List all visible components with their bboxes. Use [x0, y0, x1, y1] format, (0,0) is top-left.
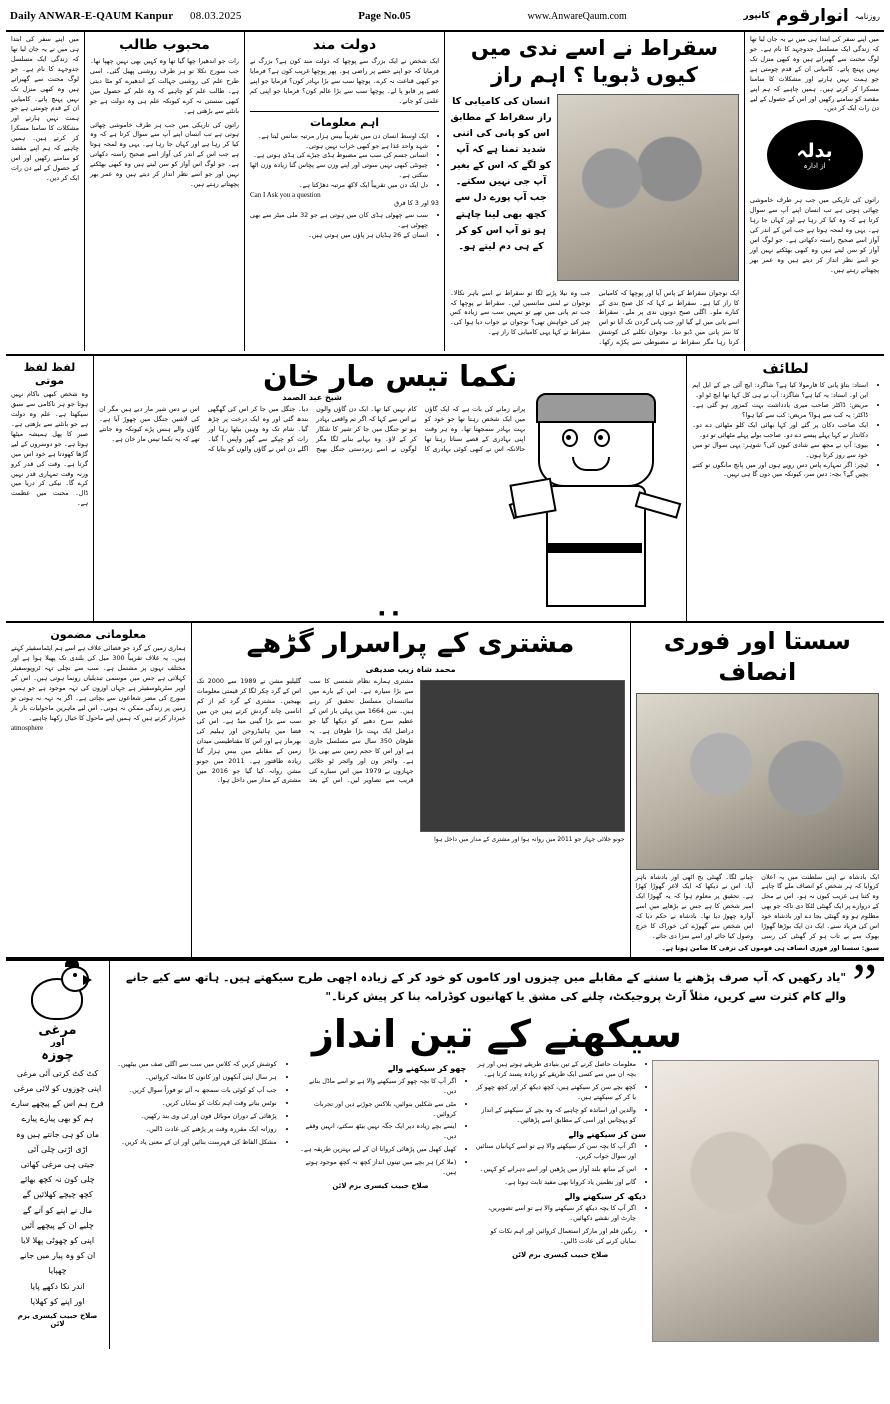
side-strip-text: میں اپنے سفر کی ابتدا ہی میں نے یہ جان لیا تھا کہ زندگی ایک مسلسل جدوجہد کا نام ہے۔ جو لوگ محنت سے گھبراتے ہیں وہ کبھی منزل تک نہیں پہنچ پاتے۔ کامیابی ان کے قدم چومتی ہے جو ہمت نہیں ہارتے اور مشکلات کا سامنا مسکرا کر کرتے ہیں۔ ہمیں چاہیے کہ ہم اپنے مقصد کو سامنے رکھیں اور اس کے حصول کے لیے دن رات ایک کر دیں۔ [11, 35, 79, 182]
lafz-headline: لفظ لفظ موتی [23, 361, 76, 388]
badla-title: بدلہ [796, 140, 833, 163]
learning-list-4 [295, 1077, 467, 1178]
socrates-headline: سقراط نے اسے ندی میں کیوں ڈبویا ؟ اہم راز [470, 36, 719, 88]
poem-line: مال نے اپنے کو آتے گے [22, 1205, 93, 1215]
column-editorial [744, 32, 884, 351]
poem-title-2: اور [50, 1037, 65, 1048]
list-item: • مٹی سے شکلیں بنوائیں، بلاکس جوڑنے دیں اور تجربات کروائیں۔ [295, 1100, 457, 1120]
section-top [6, 32, 884, 356]
list-item: • نوٹس بناتے وقت اہم نکات کو نمایاں کریں۔ [115, 1099, 277, 1109]
learning-headline: سیکھنے کے تین انداز [311, 1012, 683, 1057]
dolat-body: ایک شخص نے ایک بزرگ سے پوچھا کہ دولت مند کون ہے؟ بزرگ نے فرمایا کہ جو اپنے حصے پر راضی ہو۔ پھر پوچھا غریب کون ہے؟ فرمایا جو کبھی قناعت نہ کرے۔ پوچھا سب سے بڑا بہادر کون؟ فرمایا جو اپنے غصے پر قابو پا لے۔ پوچھا سب سے بڑا عالم کون؟ فرمایا جو اپنی کم علمی کو جانے۔ [250, 57, 439, 105]
socrates-lead: انسان کی کامیابی کا راز سقراط کے مطابق اس کو پانی کی اتنی شدید تمنا ہے کہ آپ کو لگے کہ اس کے بغیر آپ جی نہیں سکتے۔ جب آپ پورے دل سے کچھ بھی لینا چاہتے ہو تو آپ اس کو کر کے ہی دم لیتے ہو۔ [450, 95, 552, 252]
list-item: • رنگین قلم اور مارکر استعمال کروائیں اور اہم نکات کو نمایاں کرنے کی عادت ڈالیں۔ [474, 1227, 636, 1247]
lafz-body: وہ شخص کبھی ناکام نہیں ہوتا جو ہر ناکامی سے سبق سیکھتا ہے۔ علم وہ دولت ہے جو بانٹنے سے بڑھتی ہے۔ صبر کا پھل ہمیشہ میٹھا ہوتا ہے۔ جو دوسروں کے لیے گڑھا کھودتا ہے خود اس میں گرتا ہے۔ وقت کی قدر کرو ورنہ وقت تمہاری قدر نہیں کرے گا۔ نیکی کر دریا میں ڈال۔ محنت میں عظمت ہے۔ [10, 390, 89, 508]
column-maloomati-mazmoon [6, 623, 191, 957]
column-poem [6, 961, 109, 1350]
list-item: • مریض: ڈاکٹر صاحب میری یادداشت بہت کمزور ہو گئی ہے۔ ڈاکٹر: یہ کب سے ہوا؟ مریض: کب سے کیا ہوا؟ [692, 401, 868, 421]
list-item: • روزانہ ایک مقررہ وقت پر پڑھنے کی عادت ڈالیں۔ [115, 1125, 277, 1135]
lataif-list [692, 381, 879, 480]
page-number: Page No.05 [358, 10, 411, 22]
list-item: • ایک اوسط انسان دن میں تقریباً بیس ہزار مرتبہ سانس لیتا ہے۔ [250, 132, 428, 142]
badla-badge [767, 120, 863, 190]
list-item: • کھیل کھیل میں پڑھائی کروانا ان کے لیے بہترین طریقہ ہے۔ [295, 1145, 457, 1155]
mushtari-author: محمد شاہ زیب صدیقی [365, 665, 456, 675]
poem-line: چلی کون نہ کچھ بھائے [20, 1175, 95, 1185]
column-mohib-talib [84, 32, 244, 351]
maloomat-numbers: 93 اور 3 کا فرق [394, 199, 439, 208]
maloomat-list-2 [250, 211, 439, 241]
learning-list-2 [474, 1142, 646, 1188]
pull-quote-text: "یاد رکھیں کہ آپ صرف پڑھنے یا سننے کے مقابلے میں چیزوں اور کاموں کو خود کر کے زیادہ اچھی طرح سیکھتے ہیں۔ ہاتھ سے کیے جانے والے کام کثرت سے کریں، مثلاً آرٹ پروجیکٹ، چلنے کی مشق یا کھانیوں کوڈرامہ بنا کر پیش کرنا۔" [126, 970, 847, 1004]
learning-signature-1: صلاح حبیب کیسری بزم لائن [512, 1251, 609, 1260]
moti-headline: معلوماتی مضمون [50, 628, 147, 642]
poem-title-1: مرغی [38, 1022, 77, 1038]
maloomat-list [250, 132, 439, 192]
section-separator: ■ ■ [379, 608, 402, 619]
mohib-body-2: راتوں کی تاریکی میں جب ہر طرف خاموشی چھائی ہوتی ہے تب انسان اپنے آپ سے سوال کرتا ہے کہ وہ کیا کر رہا ہے اور کہاں جا رہا ہے۔ یہی وہ لمحہ ہوتا ہے جب اس کے اندر کی آواز اسے صحیح راستہ دکھاتی ہے۔ جو لوگ اس آواز کو سن لیتے ہیں وہ کبھی بھٹکتے نہیں اور جو اسے نظر انداز کر دیتے ہیں وہ عمر بھر پچھتاتے رہتے ہیں۔ [90, 120, 239, 189]
list-item: • جب آپ کو کوئی بات سمجھ نہ آئے تو فوراً سوال کریں۔ [115, 1086, 277, 1096]
children-reading-photo [652, 1060, 879, 1342]
editorial-text: میں اپنے سفر کی ابتدا ہی میں نے یہ جان لیا تھا کہ زندگی ایک مسلسل جدوجہد کا نام ہے۔ جو لوگ محنت سے گھبراتے ہیں وہ کبھی منزل تک نہیں پہنچ پاتے۔ کامیابی ان کے قدم چومتی ہے جو ہمت نہیں ہارتے اور مشکلات کا سامنا مسکرا کر کرتے ہیں۔ ہمیں چاہیے کہ ہم اپنے مقصد کو سامنے رکھیں اور اس کے حصول کے لیے دن رات ایک کر دیں۔ [750, 35, 879, 113]
roznama-label: روزنامہ [854, 11, 880, 21]
learning-subheading-1: سن کر سیکھنے والے [568, 1129, 646, 1139]
list-item: • معلومات حاصل کرنے کے تین بنیادی طریقے ہوتے ہیں اور ہر بچہ ان میں سے کسی ایک طریقے کو زیادہ پسند کرتا ہے۔ [474, 1060, 636, 1080]
learning-subheading-3: چھو کر سیکھنے والے [387, 1064, 467, 1074]
mushtari-body: مشتری ہمارے نظام شمسی کا سب سے بڑا سیارہ ہے۔ اس کے بارے میں سائنسدان مسلسل تحقیق کر رہے ہیں۔ سن 1664 میں پہلی بار اس کے عظیم سرخ دھبے کو دیکھا گیا جو دراصل ایک بہت بڑا طوفان ہے۔ یہ طوفان 350 سال سے مسلسل جاری ہے اور اس کا حجم زمین سے بھی بڑا ہے۔ وائجر ون اور وائجر ٹو خلائی جہازوں نے 1979 میں اس سیارے کی قریب سے تصاویر لیں۔ اس کے بعد گلیلیو مشن نے 1989 سے 2000 تک اس کے گرد چکر لگا کر قیمتی معلومات بھیجیں۔ مشتری کے گرد کم از کم اناسی چاند گردش کرتے ہیں جن میں سب سے بڑا گینی میڈ ہے۔ اس کی فضا میں ہائیڈروجن اور ہیلیم کی بھرمار ہے اور اس کا مقناطیسی میدان زمین کے مقابلے میں بیس ہزار گنا زیادہ طاقتور ہے۔ 2011 میں جونو مشن روانہ کیا گیا جو 2016 میں مشتری کے مدار میں داخل ہوا۔ [196, 677, 414, 785]
justice-illustration [636, 693, 879, 870]
list-item: • ایسے بچے زیادہ دیر ایک جگہ نہیں بیٹھ سکتے، انہیں وقفے دیں۔ [295, 1122, 457, 1142]
poem-line: اڑی اڑتی چلی آئی [27, 1144, 88, 1154]
column-mushtari [191, 623, 630, 957]
city-label: کانپور [743, 11, 771, 21]
poem-line: ہم کو بھی پیارے پیارے [21, 1114, 94, 1124]
list-item: • اگر آپ کا بچہ چھو کر سیکھنے والا ہے تو اسے ماڈل بنانے دیں۔ [295, 1077, 457, 1097]
jupiter-space-image [420, 680, 625, 832]
learning-subheading-2: دیکھ کر سیکھنے والے [564, 1191, 646, 1201]
list-item: • اگر آپ کا بچہ دیکھ کر سیکھنے والا ہے تو اسے تصویریں، چارٹ اور نقشے دکھائیں۔ [474, 1204, 636, 1224]
justice-headline: سستا اور فوری انصاف [663, 627, 851, 687]
learning-list-3 [474, 1204, 646, 1247]
section-middle [6, 623, 884, 959]
column-lataif [686, 356, 884, 621]
section-comic [6, 356, 884, 623]
list-item: • دل ایک دن میں تقریباً ایک لاکھ مرتبہ دھڑکتا ہے۔ [250, 181, 428, 191]
learning-list-5 [115, 1060, 287, 1147]
paper-name-en: Daily ANWAR-E-QAUM Kanpur [10, 10, 174, 22]
column-comic [93, 356, 686, 621]
list-item: • انسان کے 26 ہڈیاں ہر پاؤں میں ہوتی ہیں۔ [250, 231, 428, 241]
column-learning [109, 952, 884, 1350]
list-item: • مشکل الفاظ کی فہرست بنائیں اور ان کے معنی یاد کریں۔ [115, 1138, 277, 1148]
dolat-headline: دولت مند [312, 37, 377, 53]
nameplate-urdu: انوارقوم [776, 6, 849, 26]
poem-line: جیتی ہی مرغی کھاتی [20, 1160, 95, 1169]
comic-character-illustration [516, 393, 681, 608]
list-item: • اس کے ساتھ بلند آواز میں پڑھیں اور اسے دہرانے کو کہیں۔ [474, 1165, 636, 1175]
badla-sub: از ادارہ [803, 162, 826, 171]
poem-line: اپنی چوزوں کو لائی مرغی [13, 1084, 102, 1094]
poem-line: کٹ کٹ کرتی آئی مرغی [16, 1068, 99, 1078]
list-item: • شہد واحد غذا ہے جو کبھی خراب نہیں ہوتی۔ [250, 142, 428, 152]
list-item: • چیونٹی کبھی نہیں سوتی اور اپنے وزن سے پچاس گنا زیادہ وزن اٹھا سکتی ہے۔ [250, 161, 428, 181]
pull-quote [115, 952, 879, 1015]
mohib-body: رات جو اندھیرا چھا گیا تھا وہ کہیں بھی نہیں چھپا تھا۔ جب سورج نکلا تو ہر طرف روشنی پھیل گئی۔ اسی طرح علم کی روشنی جہالت کے اندھیرے کو مٹا دیتی ہے۔ طالب علم کو چاہیے کہ وہ علم کے حصول میں کبھی سستی نہ کرے کیونکہ علم ہی وہ دولت ہے جو بانٹنے سے بڑھتی ہے۔ [90, 57, 239, 115]
list-item: • (ملا کر) ہر بچے میں تینوں انداز کچھ نہ کچھ موجود ہوتے ہیں۔ [295, 1158, 457, 1178]
poem-line: کچھ چیچے کھلائیں گے [22, 1190, 93, 1200]
learning-signature-2: صلاح حبیب کیسری بزم لائن [332, 1182, 429, 1191]
list-item: • گانے اور نظمیں یاد کروانا بھی مفید ثابت ہوتا ہے۔ [474, 1178, 636, 1188]
poem-title-3: چوزہ [41, 1047, 74, 1063]
column-side-strip [6, 32, 84, 351]
list-item: • ٹیچر: اگر تمہارے پاس دس روپے ہوں اور میں پانچ مانگوں تو کتنے بچیں گے؟ بچہ: دس سر، کیونکہ میں دوں گا ہی نہیں۔ [692, 461, 868, 481]
socrates-body: ایک نوجوان سقراط کے پاس آیا اور پوچھا کہ کامیابی کا راز کیا ہے۔ سقراط نے کہا کہ کل صبح ندی کے کنارے ملو۔ اگلی صبح دونوں ندی پر ملے۔ سقراط اسے پانی میں لے گیا اور جب پانی گردن تک آیا تو اس کا سر پانی میں ڈبو دیا۔ نوجوان نکلنے کی کوشش کرتا رہا مگر سقراط نے مضبوطی سے پکڑے رکھا۔ جب وہ نیلا پڑنے لگا تو سقراط نے اسے باہر نکالا۔ نوجوان نے لمبی سانسیں لیں۔ سقراط نے پوچھا کہ جب تم پانی میں تھے تو تمہیں سب سے زیادہ کس چیز کی خواہش تھی؟ نوجوان نے جواب دیا ہوا کی۔ سقراط نے کہا یہی کامیابی کا راز ہے۔ [450, 288, 739, 347]
comic-body: پرانے زمانے کی بات ہے کہ ایک گاؤں میں ایک شخص رہتا تھا جو خود کو بہت بہادر سمجھتا تھا۔ وہ ہر وقت اپنی بہادری کے قصے سناتا رہتا تھا حالانکہ اس نے کبھی کوئی بہادری کا کام نہیں کیا تھا۔ ایک دن گاؤں والوں نے اس سے کہا کہ اگر تم واقعی بہادر ہو تو جنگل میں جا کر شیر کا شکار کر کے لاؤ۔ وہ بہانے بنانے لگا مگر لوگوں نے اسے زبردستی جنگل بھیج دیا۔ جنگل میں جا کر اس کی گھگھی بندھ گئی اور وہ ایک درخت پر چڑھ گیا۔ شام تک وہ وہیں بیٹھا رہا اور رات کو چپکے سے گھر واپس آ گیا۔ اگلے دن اس نے گاؤں والوں کو بتایا کہ اس نے دس شیر مار دیے ہیں مگر ان کی لاشیں جنگل میں چھوڑ آیا ہے۔ گاؤں والے ہنس پڑے کیونکہ وہ جانتے تھے کہ یہ نکما تیس مار خان ہے۔ [99, 405, 526, 453]
comic-author: شیخ عبد الصمد [282, 393, 342, 403]
mushtari-headline: مشتری کے پراسرار گڑھے [246, 628, 575, 660]
list-item: • پڑھائی کے دوران موبائل فون اور ٹی وی بند رکھیں۔ [115, 1112, 277, 1122]
list-item: • بیوی: آپ نے مجھ سے شادی کیوں کی؟ شوہر: یہی سوال تو میں خود سے روز کرتا ہوں۔ [692, 441, 868, 461]
editorial-text-2: راتوں کی تاریکی میں جب ہر طرف خاموشی چھائی ہوتی ہے تب انسان اپنے آپ سے سوال کرتا ہے کہ وہ کیا کر رہا ہے اور کہاں جا رہا ہے۔ یہی وہ لمحہ ہوتا ہے جب اس کے اندر کی آواز اسے صحیح راستہ دکھاتی ہے۔ جو لوگ اس آواز کو سن لیتے ہیں وہ کبھی بھٹکتے نہیں اور جو اسے نظر انداز کر دیتے ہیں وہ عمر بھر پچھتاتے رہتے ہیں۔ [750, 196, 879, 274]
hen-chick-illustration [23, 964, 93, 1022]
atmosphere-english-word: atmosphere [11, 723, 44, 732]
article-socrates [444, 32, 744, 351]
poem-signature: صلاح حبیب کیسری بزم لائن [17, 1311, 98, 1328]
list-item: • اگر آپ کا بچہ سن کر سیکھنے والا ہے تو اسے کہانیاں سنائیں اور سوال جواب کریں۔ [474, 1142, 636, 1162]
mushtari-caption: جونو خلائی جہاز جو 2011 میں روانہ ہوا اور مشتری کے مدار میں داخل ہوا [434, 836, 625, 844]
learning-list-1 [474, 1060, 646, 1126]
list-item: • استاد: بتاؤ پانی کا فارمولا کیا ہے؟ شاگرد: ایچ آئی جے کے ایل ایم این او۔ استاد: یہ کیا ہے؟ شاگرد: آپ نے ہی کل کہا تھا ایچ ٹو او۔ [692, 381, 868, 401]
justice-body: ایک بادشاہ نے اپنی سلطنت میں یہ اعلان کروایا کہ ہر شخص کو انصاف ملے گا چاہے وہ کتنا ہی غریب کیوں نہ ہو۔ اس نے محل کے دروازے پر ایک گھنٹی لٹکا دی تاکہ جو بھی مظلوم ہو وہ گھنٹی بجا دے اور بادشاہ خود اس کی فریاد سنے۔ ایک دن ایک بوڑھا گھوڑا بھوک سے بے تاب ہو کر گھنٹی کی رسی چبانے لگا۔ گھنٹی بج اٹھی اور بادشاہ باہر آیا۔ اس نے دیکھا کہ ایک لاغر گھوڑا کھڑا ہے۔ تحقیق پر معلوم ہوا کہ یہ گھوڑا ایک امیر شخص کا ہے جس نے بڑھاپے میں اسے آوارہ چھوڑ دیا تھا۔ بادشاہ نے حکم دیا کہ اس شخص سے گھوڑے کی خوراک کا خرچ وصول کیا جائے اور اسے سزا دی جائے۔ [635, 872, 879, 941]
comic-headline: نکما تیس مار خان [263, 359, 518, 394]
socrates-illustration [557, 94, 739, 281]
list-item: • انسانی جسم کی سب سے مضبوط ہڈی جبڑے کی ہڈی ہوتی ہے۔ [250, 151, 428, 161]
poem-line: اپنی کو چھوٹی پھلا لایا [20, 1235, 95, 1245]
column-justice [630, 623, 884, 957]
issue-date: 08.03.2025 [190, 10, 242, 22]
list-item: • کچھ بچے سن کر سیکھتے ہیں، کچھ دیکھ کر اور کچھ چھو کر یا کر کے سیکھتے ہیں۔ [474, 1083, 636, 1103]
list-item: • ایک صاحب دکان پر گئے اور کہا بھائی ایک کلو مٹھائی دے دو۔ دکاندار نے کہا پہلے پیسے دے دو۔ صاحب بولے پہلے مٹھائی تو دو۔ [692, 421, 868, 441]
lataif-headline: لطائف [762, 361, 809, 378]
column-lafz-moti [6, 356, 93, 621]
poem-line: اندر نکا دکھے پایا [30, 1281, 85, 1291]
masthead [6, 4, 884, 32]
moti-body: ہماری زمین کے گرد جو فضائی غلاف ہے اسے ہم ایٹماسفیئر کہتے ہیں۔ یہ غلاف تقریباً 300 میل کی بلندی تک پھیلا ہوا ہے اور مختلف تہوں پر مشتمل ہے۔ سب سے نچلی تہہ ٹروپوسفیئر کہلاتی ہے جس میں موسمی تبدیلیاں رونما ہوتی ہیں۔ اس کے اوپر سٹریٹوسفیئر ہے جہاں اوزون کی تہہ موجود ہے جو ہمیں سورج کی مضر شعاعوں سے بچاتی ہے۔ اگر یہ تہہ نہ ہوتی تو زمین پر زندگی ممکن نہ ہوتی۔ اس لیے ماہرین ماحولیات بار بار خبردار کرتے ہیں کہ ہمیں اپنے ماحول کا خیال رکھنا چاہیے۔ [11, 644, 186, 722]
list-item: • کوشش کریں کہ کلاس میں سب سے اگلی صف میں بیٹھیں۔ [115, 1060, 277, 1070]
list-item: • والدین اور اساتذہ کو چاہیے کہ وہ بچے کے سیکھنے کے انداز کو پہچانیں اور اسی کے مطابق اسے پڑھائیں۔ [474, 1106, 636, 1126]
poem-line: فرخ ہم اس کے پیچھے سارے [11, 1099, 104, 1109]
mohib-headline: محبوب طالب [119, 37, 210, 53]
poem-line: ان کو وہ پیار میں جانے چھپایا [19, 1251, 96, 1276]
justice-footer: سبق: سستا اور فوری انصاف ہی قوموں کی ترقی کا ضامن ہوتا ہے۔ [661, 943, 879, 952]
list-item: • ہر سال اپنی آنکھوں اور کانوں کا معائنہ کروائیں۔ [115, 1073, 277, 1083]
maloomat-headline: اہم معلومات [309, 115, 380, 129]
quote-mark-icon: ” [852, 952, 877, 1015]
masthead-left [10, 10, 242, 22]
column-dolat [244, 32, 444, 351]
list-item: • سب سے چھوٹی ہڈی کان میں ہوتی ہے جو 32 ملی میٹر سے بھی چھوٹی ہے۔ [250, 211, 428, 231]
poem-line: ماں کو ہی جانتے ہیں وہ [15, 1129, 100, 1139]
website-url[interactable]: www.AnwareQaum.com [527, 10, 627, 22]
poem-line: اور اپنے کو کھلایا [30, 1296, 85, 1306]
poem-line: چلیے ان کے پیچھے آئیں [21, 1220, 94, 1230]
maloomat-english-line: Can I Ask you a question [250, 191, 321, 200]
section-bottom [6, 952, 884, 1350]
masthead-right [744, 6, 880, 26]
